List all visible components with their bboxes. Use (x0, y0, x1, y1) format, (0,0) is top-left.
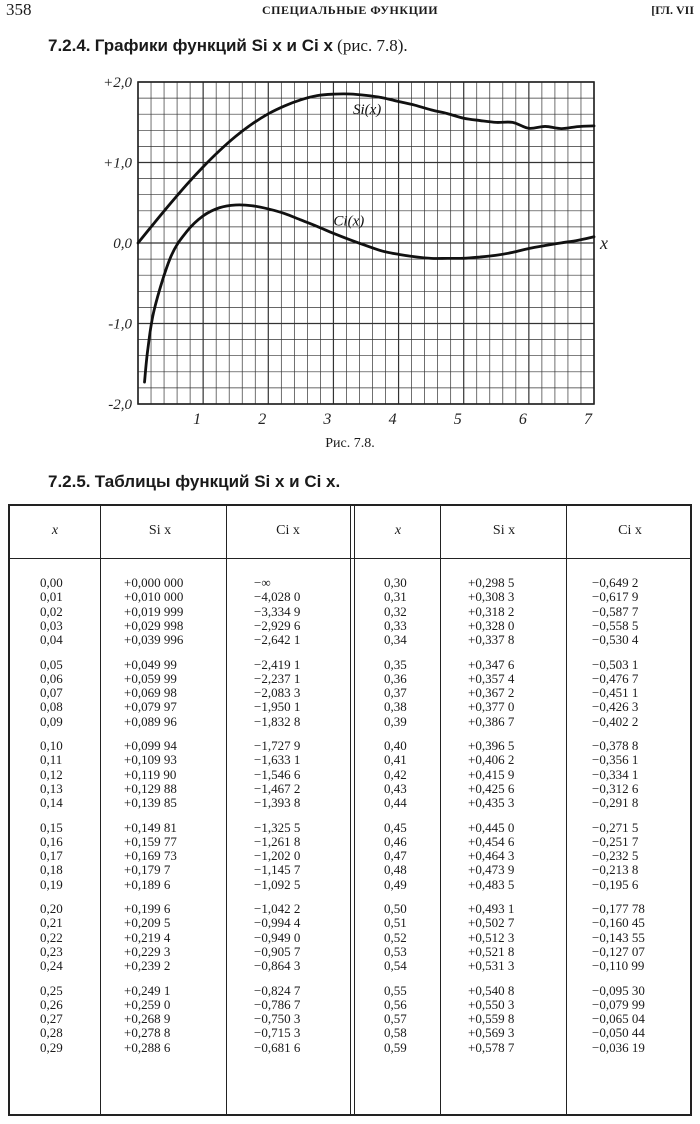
column-rule (440, 506, 441, 1114)
x-value: 0,33 (384, 617, 407, 633)
x-tick-label: 3 (323, 411, 332, 428)
ci-value: −1,092 5 (254, 876, 301, 892)
section-number: 7.2.5. (48, 472, 91, 491)
si-value: +0,079 97 (124, 699, 177, 715)
si-value: +0,445 0 (468, 819, 515, 835)
ci-value: −0,994 4 (254, 915, 301, 931)
si-value: +0,473 9 (468, 862, 515, 878)
ci-value: −1,950 1 (254, 699, 301, 715)
x-value: 0,17 (40, 848, 63, 864)
column-header: Si x (492, 523, 516, 538)
y-tick-label: 0,0 (113, 236, 132, 252)
ci-value: −0,110 99 (592, 958, 645, 974)
si-value: +0,308 3 (468, 589, 515, 605)
y-tick-label: +2,0 (103, 75, 132, 91)
si-value: +0,415 9 (468, 766, 515, 782)
x-value: 0,32 (384, 603, 407, 619)
section-title: Таблицы функций Si x и Ci x. (94, 472, 341, 491)
ci-curve-label: Ci(x) (333, 213, 365, 230)
si-value: +0,039 996 (124, 632, 184, 648)
ci-value: −0,402 2 (592, 713, 639, 729)
x-value: 0,54 (384, 958, 407, 974)
x-value: 0,26 (40, 996, 63, 1012)
si-value: +0,521 8 (468, 943, 515, 959)
si-value: +0,406 2 (468, 752, 515, 768)
x-value: 0,57 (384, 1011, 407, 1027)
ci-value: −0,530 4 (592, 632, 639, 648)
x-value: 0,27 (40, 1011, 63, 1027)
ci-value: −1,633 1 (254, 752, 301, 768)
section-heading-graphs (48, 36, 408, 56)
x-value: 0,50 (384, 901, 407, 916)
si-value: +0,569 3 (468, 1025, 515, 1041)
si-value: +0,239 2 (124, 958, 171, 974)
column-rule (226, 506, 227, 1114)
running-title: СПЕЦИАЛЬНЫЕ ФУНКЦИИ (262, 3, 439, 17)
si-value: +0,019 999 (124, 603, 184, 619)
si-value: +0,531 3 (468, 958, 515, 974)
ci-value: −0,426 3 (592, 699, 639, 715)
ci-value: −3,334 9 (254, 603, 301, 619)
ci-value: −0,050 44 (592, 1025, 645, 1041)
si-value: +0,199 6 (124, 901, 171, 916)
ci-value: −0,065 04 (592, 1011, 645, 1027)
si-value: +0,578 7 (468, 1039, 515, 1055)
ci-value: −1,325 5 (254, 819, 301, 835)
si-value: +0,029 998 (124, 617, 184, 633)
y-tick-label: -1,0 (108, 316, 132, 333)
si-value: +0,139 85 (124, 795, 177, 811)
ci-value: −0,681 6 (254, 1039, 301, 1055)
si-value: +0,483 5 (468, 876, 515, 892)
x-value: 0,13 (40, 780, 63, 796)
si-value: +0,268 9 (124, 1011, 171, 1027)
x-value: 0,20 (40, 901, 63, 916)
x-value: 0,46 (384, 833, 407, 849)
x-value: 0,35 (384, 656, 407, 672)
ci-value: −1,727 9 (254, 738, 301, 753)
x-value: 0,48 (384, 862, 407, 878)
column-header: x (394, 523, 402, 538)
ci-value: −0,127 07 (592, 943, 645, 959)
si-value: +0,540 8 (468, 982, 515, 998)
si-value: +0,010 000 (124, 589, 184, 605)
ci-value: −0,503 1 (592, 656, 639, 672)
si-ci-chart (80, 72, 620, 432)
column-rule (100, 506, 101, 1114)
si-value: +0,550 3 (468, 996, 515, 1012)
ci-value: −1,546 6 (254, 766, 301, 782)
x-value: 0,01 (40, 589, 63, 605)
si-value: +0,129 88 (124, 780, 177, 796)
ci-value: −0,160 45 (592, 915, 645, 931)
ci-value: −0,195 6 (592, 876, 639, 892)
x-value: 0,41 (384, 752, 407, 768)
si-value: +0,159 77 (124, 833, 177, 849)
si-value: +0,000 000 (124, 575, 184, 590)
ci-value: −0,213 8 (592, 862, 639, 878)
si-value: +0,259 0 (124, 996, 171, 1012)
x-value: 0,16 (40, 833, 63, 849)
ci-value: −0,177 78 (592, 901, 645, 916)
x-value: 0,24 (40, 958, 63, 974)
x-value: 0,02 (40, 603, 63, 619)
ci-value: −0,232 5 (592, 848, 639, 864)
x-value: 0,06 (40, 670, 63, 686)
x-value: 0,38 (384, 699, 407, 715)
si-value: +0,278 8 (124, 1025, 171, 1041)
x-value: 0,21 (40, 915, 63, 931)
x-value: 0,47 (384, 848, 407, 864)
section-number: 7.2.4. (48, 36, 91, 55)
figure-caption: Рис. 7.8. (325, 436, 375, 451)
ci-value: −0,476 7 (592, 670, 639, 686)
si-value: +0,377 0 (468, 699, 515, 715)
si-value: +0,119 90 (124, 766, 177, 782)
x-axis-label: x (600, 233, 608, 253)
si-value: +0,347 6 (468, 656, 515, 672)
x-value: 0,31 (384, 589, 407, 605)
x-value: 0,12 (40, 766, 63, 782)
ci-value: −0,143 55 (592, 929, 645, 945)
x-value: 0,08 (40, 699, 63, 715)
si-value: +0,502 7 (468, 915, 515, 931)
x-value: 0,39 (384, 713, 407, 729)
ci-value: −2,929 6 (254, 617, 301, 633)
x-value: 0,40 (384, 738, 407, 753)
ci-value: −1,467 2 (254, 780, 301, 796)
x-value: 0,55 (384, 982, 407, 998)
column-header: Si x (148, 523, 172, 538)
x-value: 0,30 (384, 575, 407, 590)
ci-value: −0,587 7 (592, 603, 639, 619)
ci-value: −0,786 7 (254, 996, 301, 1012)
ci-value: −1,393 8 (254, 795, 301, 811)
x-value: 0,29 (40, 1039, 63, 1055)
si-value: +0,249 1 (124, 982, 171, 998)
si-value: +0,337 8 (468, 632, 515, 648)
ci-value: −0,291 8 (592, 795, 639, 811)
x-value: 0,00 (40, 575, 63, 590)
si-value: +0,069 98 (124, 685, 177, 701)
x-value: 0,15 (40, 819, 63, 835)
column-header: x (51, 523, 59, 538)
ci-value: −0,095 30 (592, 982, 645, 998)
x-value: 0,19 (40, 876, 63, 892)
si-value: +0,435 3 (468, 795, 515, 811)
x-value: 0,23 (40, 943, 63, 959)
x-tick-label: 4 (388, 411, 397, 428)
si-value: +0,454 6 (468, 833, 515, 849)
si-value: +0,219 4 (124, 929, 171, 945)
si-value: +0,179 7 (124, 862, 171, 878)
x-value: 0,49 (384, 876, 407, 892)
x-tick-label: 2 (258, 411, 267, 428)
x-value: 0,43 (384, 780, 407, 796)
x-value: 0,09 (40, 713, 63, 729)
running-header (0, 0, 700, 22)
x-value: 0,37 (384, 685, 407, 701)
ci-value: −0,356 1 (592, 752, 639, 768)
column-header: Ci x (276, 523, 300, 538)
x-value: 0,45 (384, 819, 407, 835)
si-value: +0,493 1 (468, 901, 515, 916)
si-value: +0,049 99 (124, 656, 177, 672)
x-value: 0,56 (384, 996, 407, 1012)
x-value: 0,53 (384, 943, 407, 959)
center-double-rule (350, 506, 355, 1114)
x-value: 0,58 (384, 1025, 407, 1041)
ci-value: −0,617 9 (592, 589, 639, 605)
x-value: 0,51 (384, 915, 407, 931)
x-value: 0,25 (40, 982, 63, 998)
page-number: 358 (6, 0, 32, 19)
figure-reference: (рис. 7.8). (337, 36, 408, 55)
x-tick-label: 1 (193, 411, 202, 428)
ci-value: −0,905 7 (254, 943, 301, 959)
x-value: 0,14 (40, 795, 63, 811)
ci-value: −2,083 3 (254, 685, 301, 701)
si-value: +0,464 3 (468, 848, 515, 864)
si-value: +0,209 5 (124, 915, 171, 931)
x-value: 0,04 (40, 632, 63, 648)
column-rule (566, 506, 567, 1114)
y-tick-label: -2,0 (108, 397, 132, 413)
y-tick-label: +1,0 (103, 155, 132, 172)
ci-value: −0,271 5 (592, 819, 639, 835)
ci-value: −0,750 3 (254, 1011, 301, 1027)
ci-value: −1,202 0 (254, 848, 301, 864)
si-value: +0,229 3 (124, 943, 171, 959)
x-value: 0,05 (40, 656, 63, 672)
ci-value: −0,312 6 (592, 780, 639, 796)
si-value: +0,189 6 (124, 876, 171, 892)
ci-value: −4,028 0 (254, 589, 301, 605)
x-value: 0,28 (40, 1025, 63, 1041)
ci-value: −2,237 1 (254, 670, 301, 686)
si-value: +0,288 6 (124, 1039, 171, 1055)
ci-value: −0,864 3 (254, 958, 301, 974)
section-title: Графики функций Si x и Ci x (94, 36, 333, 55)
si-value: +0,512 3 (468, 929, 515, 945)
ci-value: −1,145 7 (254, 862, 301, 878)
ci-value: −0,715 3 (254, 1025, 301, 1041)
x-value: 0,59 (384, 1039, 407, 1055)
x-value: 0,34 (384, 632, 407, 648)
si-value: +0,149 81 (124, 819, 177, 835)
ci-value: −1,261 8 (254, 833, 301, 849)
x-value: 0,10 (40, 738, 63, 753)
x-tick-label: 5 (453, 411, 462, 428)
ci-value: −1,042 2 (254, 901, 301, 916)
x-value: 0,18 (40, 862, 63, 878)
ci-value: −∞ (254, 575, 271, 590)
si-value: +0,396 5 (468, 738, 515, 753)
si-value: +0,099 94 (124, 738, 177, 753)
x-value: 0,22 (40, 929, 63, 945)
section-heading-tables (48, 472, 340, 492)
si-value: +0,559 8 (468, 1011, 515, 1027)
chapter-label: [ГЛ. VII (651, 3, 694, 17)
x-value: 0,44 (384, 795, 407, 811)
x-value: 0,11 (40, 752, 63, 768)
x-value: 0,42 (384, 766, 407, 782)
si-value: +0,367 2 (468, 685, 515, 701)
si-value: +0,357 4 (468, 670, 515, 686)
si-value: +0,109 93 (124, 752, 177, 768)
si-ci-table (8, 504, 692, 1116)
ci-value: −0,824 7 (254, 982, 301, 998)
x-value: 0,36 (384, 670, 407, 686)
si-value: +0,169 73 (124, 848, 177, 864)
si-value: +0,059 99 (124, 670, 177, 686)
x-value: 0,03 (40, 617, 63, 633)
ci-value: −2,419 1 (254, 656, 301, 672)
x-tick-label: 6 (518, 411, 527, 428)
x-value: 0,07 (40, 685, 63, 701)
ci-value: −0,251 7 (592, 833, 639, 849)
x-value: 0,52 (384, 929, 407, 945)
si-value: +0,425 6 (468, 780, 515, 796)
si-value: +0,386 7 (468, 713, 515, 729)
ci-value: −0,558 5 (592, 617, 639, 633)
si-curve-label: Si(x) (352, 102, 382, 119)
si-value: +0,318 2 (468, 603, 515, 619)
x-tick-label: 7 (584, 411, 592, 428)
si-value: +0,298 5 (468, 575, 515, 590)
ci-value: −0,334 1 (592, 766, 639, 782)
ci-value: −0,949 0 (254, 929, 301, 945)
si-value: +0,089 96 (124, 713, 177, 729)
ci-value: −1,832 8 (254, 713, 301, 729)
ci-value: −0,378 8 (592, 738, 639, 753)
ci-value: −0,036 19 (592, 1039, 645, 1055)
ci-value: −0,079 99 (592, 996, 645, 1012)
si-value: +0,328 0 (468, 617, 515, 633)
column-header: Ci x (618, 523, 642, 538)
ci-value: −0,649 2 (592, 575, 639, 590)
ci-value: −2,642 1 (254, 632, 301, 648)
ci-value: −0,451 1 (592, 685, 639, 701)
